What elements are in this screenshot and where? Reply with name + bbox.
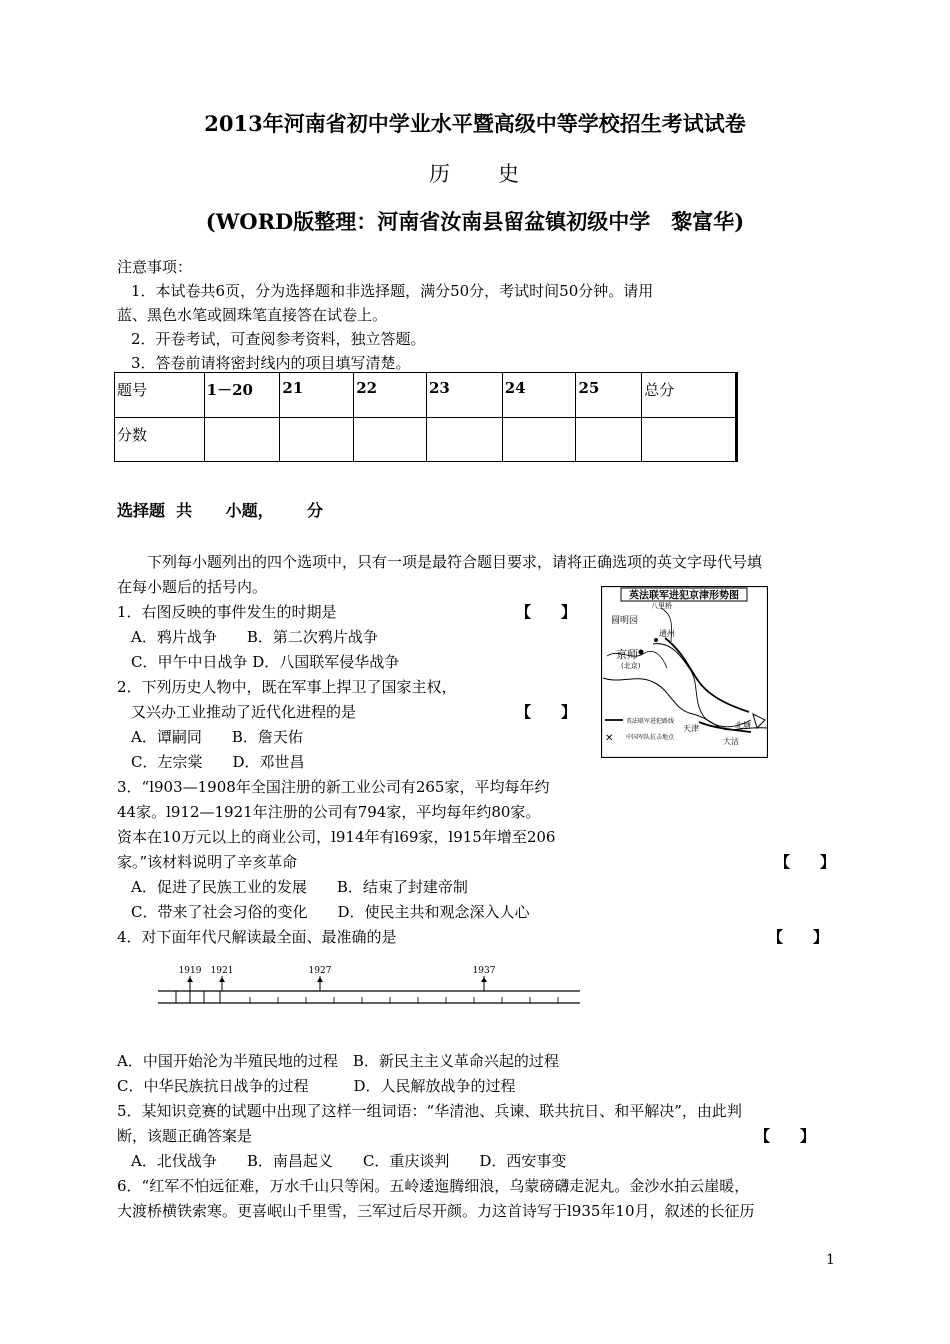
notice-line-3: 3．答卷前请将密封线内的项目填写清楚。	[131, 354, 411, 372]
q5-options: A．北伐战争 B．南昌起义 C．重庆谈判 D．西安事变	[131, 1152, 567, 1170]
map-label-dagu: 大沽	[723, 737, 739, 746]
svg-text:1919: 1919	[178, 966, 202, 976]
map-label-yuanmingyuan: 圆明园	[611, 616, 639, 626]
exam-title: 2013年河南省初中学业水平暨高级中等学校招生考试试卷	[204, 111, 746, 136]
section-intro-2: 在每小题后的括号内。	[117, 578, 268, 596]
score-header-cell: 23	[426, 373, 502, 418]
timeline-year-1919	[179, 966, 202, 991]
score-header-cell: 总分	[642, 373, 737, 418]
score-cell[interactable]	[426, 417, 502, 462]
page-number: 1	[826, 1252, 835, 1268]
map-label-baliqiao: 八里桥	[651, 602, 672, 610]
section-title: 选择题 共 小题， 分	[117, 501, 323, 520]
timeline-year-1927	[309, 966, 332, 991]
q5-answer-bracket[interactable]: 【 】	[755, 1127, 816, 1145]
score-header-cell: 25	[576, 373, 642, 418]
timeline-year-1921	[211, 966, 234, 991]
q4-options-ab: A．中国开始沦为半殖民地的过程 B．新民主主义革命兴起的过程	[117, 1052, 559, 1070]
q5-line-1: 5．某知识竞赛的试题中出现了这样一组词语：“华清池、兵谏、联共抗日、和平解决”，由此判	[117, 1102, 742, 1120]
map-label-tongzhou: 通州	[659, 629, 675, 638]
q3-line-2: 44家。l912—1921年注册的公司有794家，平均每年约80家。	[117, 803, 541, 821]
beijing-marker	[639, 650, 644, 655]
svg-text:1927: 1927	[308, 966, 332, 976]
editor-line: (WORD版整理：河南省汝南县留盆镇初级中学 黎富华)	[205, 209, 745, 234]
q1-answer-bracket[interactable]: 【 】	[516, 603, 577, 621]
map-label-beijing: (北京)	[621, 662, 641, 670]
q2-stem-2: 又兴办工业推动了近代化进程的是	[131, 703, 357, 721]
q3-answer-bracket[interactable]: 【 】	[775, 853, 836, 871]
notice-line-1b: 蓝、黑色水笔或圆珠笔直接答在试卷上。	[117, 306, 388, 324]
map-label-beitang: 北塘	[735, 721, 751, 730]
timeline-ruler	[158, 960, 580, 1010]
map-title: 英法联军进犯京津形势图	[629, 590, 739, 602]
q6-line-1: 6．“红军不怕远征难，万水千山只等闲。五岭逶迤腾细浪，乌蒙磅礴走泥丸。金沙水拍云崖暖，	[117, 1177, 750, 1195]
q2-options-cd: C．左宗棠 D．邓世昌	[131, 753, 305, 771]
score-table	[114, 372, 738, 462]
q4-options-cd: C．中华民族抗日战争的过程 D．人民解放战争的过程	[117, 1077, 516, 1095]
svg-text:1937: 1937	[472, 966, 496, 976]
score-table-score-row	[115, 417, 737, 462]
score-header-cell: 题号	[115, 373, 205, 418]
section-intro-1: 下列每小题列出的四个选项中，只有一项是最符合题目要求，请将正确选项的英文字母代号填	[147, 553, 763, 571]
timeline-minor-ticks	[250, 997, 558, 1003]
score-header-cell: 24	[502, 373, 576, 418]
score-cell[interactable]	[502, 417, 576, 462]
q4-answer-bracket[interactable]: 【 】	[768, 928, 829, 946]
score-cell[interactable]	[642, 417, 737, 462]
q1-stem: 1．右图反映的事件发生的时期是	[117, 603, 337, 621]
legend-route-text: 英法联军进犯路线	[626, 718, 675, 725]
q2-stem-1: 2．下列历史人物中，既在军事上捍卫了国家主权，	[117, 678, 457, 696]
q4-stem: 4．对下面年代尺解读最全面、最准确的是	[117, 928, 397, 946]
q1-options-ab: A．鸦片战争 B．第二次鸦片战争	[131, 628, 378, 646]
q3-line-4: 家。”该材料说明了辛亥革命	[117, 853, 298, 871]
q3-line-1: 3．“l903—1908年全国注册的新工业公司有265家，平均每年约	[117, 778, 550, 796]
map-label-tianjin: 天津	[683, 724, 699, 733]
tongzhou-marker	[654, 638, 658, 642]
q5-line-2: 断，该题正确答案是	[117, 1127, 253, 1145]
q3-line-3: 资本在10万元以上的商业公司，l914年有l69家，l915年增至206	[117, 828, 556, 846]
q3-options-ab: A．促进了民族工业的发展 B．结束了封建帝制	[131, 878, 468, 896]
svg-text:1921: 1921	[210, 966, 234, 976]
legend-battle-icon: ✕	[605, 733, 614, 744]
score-header-cell: 1－20	[204, 373, 280, 418]
score-header-cell: 22	[354, 373, 427, 418]
score-cell[interactable]	[204, 417, 280, 462]
score-cell[interactable]	[576, 417, 642, 462]
map-figure	[601, 586, 768, 758]
q2-options-ab: A．谭嗣同 B．詹天佑	[131, 728, 303, 746]
score-row-label: 分数	[115, 417, 205, 462]
q2-answer-bracket[interactable]: 【 】	[516, 703, 577, 721]
q1-options-cd: C．甲午中日战争 D．八国联军侵华战争	[131, 653, 400, 671]
q6-line-2: 大渡桥横铁索寒。更喜岷山千里雪，三军过后尽开颜。力这首诗写于l935年10月，叙述的长征历	[117, 1202, 755, 1220]
notice-heading: 注意事项：	[117, 258, 193, 276]
legend-battle-text: 中国军队抗击地点	[626, 734, 675, 741]
timeline-ticks	[176, 991, 220, 1003]
notice-line-1a: 1．本试卷共6页，分为选择题和非选择题，满分50分，考试时间50分钟。请用	[131, 282, 654, 300]
score-cell[interactable]	[280, 417, 354, 462]
score-table-header-row	[115, 373, 737, 418]
notice-line-2: 2．开卷考试，可查阅参考资料，独立答题。	[131, 330, 426, 348]
map-label-jingshi: 京师	[616, 648, 638, 661]
subject-title: 历 史	[429, 162, 521, 186]
score-cell[interactable]	[354, 417, 427, 462]
q3-options-cd: C．带来了社会习俗的变化 D．使民主共和观念深入人心	[131, 903, 530, 921]
score-header-cell: 21	[280, 373, 354, 418]
timeline-year-1937	[473, 966, 496, 991]
